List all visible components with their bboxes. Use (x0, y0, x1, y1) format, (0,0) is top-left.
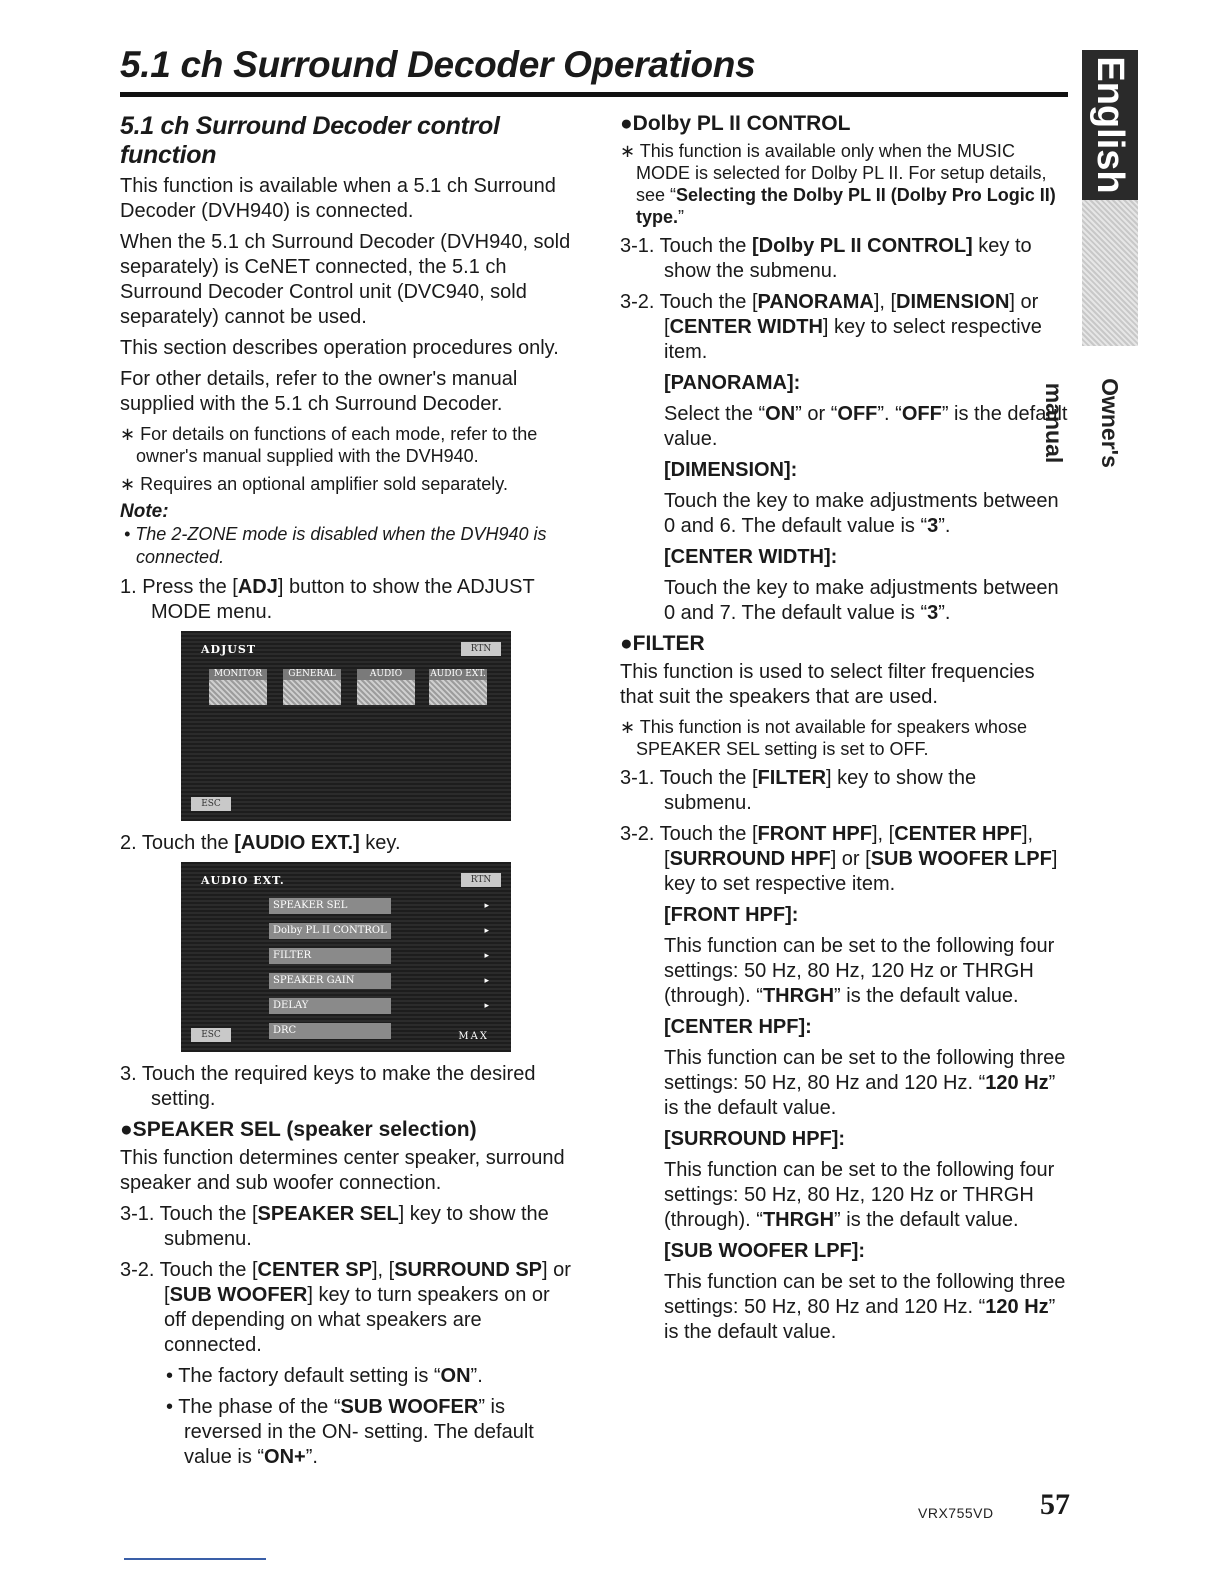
option-text-part: ” is the default value. (834, 985, 1019, 1007)
value-label: 120 Hz (985, 1072, 1049, 1094)
option-text-part: Select the “ (664, 403, 766, 425)
option-key-label: [SURROUND HPF]: (664, 1128, 846, 1150)
option-key-label: [DIMENSION]: (664, 459, 798, 481)
footnote-text: ∗ This function is available only when the MUSIC MODE is selected for Dolby PL II. For setup details, see “ (620, 141, 1047, 205)
step-text: Touch the (141, 832, 235, 854)
option-text-part: ” is the default value. (664, 1072, 1056, 1119)
filter-heading: ●FILTER (620, 632, 705, 655)
value-label: 120 Hz (985, 1296, 1049, 1318)
option-key-label: [SUB WOOFER LPF]: (664, 1240, 866, 1262)
value-label: SUB WOOFER (340, 1396, 479, 1418)
side-tab-language-label: English (1089, 56, 1131, 194)
option-text (664, 934, 1068, 1009)
paragraph: This function is used to select filter frequencies that suit the speakers that are used. (620, 661, 1035, 708)
key-label: CENTER SP (257, 1259, 372, 1281)
option-text-part: This function can be set to the following four settings: 50 Hz, 80 Hz, 120 Hz or THRGH (through). “ (664, 1159, 1055, 1231)
key-label: SUB WOOFER LPF (870, 848, 1052, 870)
bullet-text: • The phase of the “ (166, 1396, 341, 1418)
paragraph: For other details, refer to the owner's manual supplied with the 5.1 ch Surround Decoder. (120, 368, 518, 415)
option-text-part: ” is the default value. (664, 403, 1068, 450)
option-text (664, 1046, 1068, 1121)
step-3-2 (620, 290, 1068, 365)
step-text: ] or [ (830, 848, 871, 870)
note-heading: Note: (120, 501, 169, 522)
menu-item-drc[interactable]: DRC (269, 1023, 391, 1039)
step-number: 3-2. (620, 823, 655, 845)
step-number: 2. (120, 832, 137, 854)
step-text: ] or [ (664, 291, 1039, 338)
value-label: OFF (837, 403, 878, 425)
option-text-part: ” or “ (795, 403, 838, 425)
esc-button[interactable]: ESC (191, 797, 231, 811)
left-column (120, 112, 575, 1476)
icon-label: MONITOR (209, 669, 267, 680)
value-label: 3 (927, 602, 939, 624)
option-key-label: [CENTER HPF]: (664, 1016, 812, 1038)
step-text: ] button to show the ADJUST MODE menu. (151, 576, 535, 623)
step-3-1 (620, 234, 1068, 284)
step-number: 3-2. (620, 291, 655, 313)
audio-icon[interactable] (357, 669, 415, 705)
option-text-part: ”. “ (877, 403, 902, 425)
footnote: ∗ Requires an optional amplifier sold separately. (120, 474, 508, 494)
option-text-part: This function can be set to the following three settings: 50 Hz, 80 Hz and 120 Hz. “ (664, 1271, 1066, 1318)
step-text: Press the [ (142, 576, 238, 598)
value-label: ON (765, 403, 796, 425)
paragraph: This function determines center speaker, surround speaker and sub woofer connection. (120, 1147, 565, 1194)
paragraph: This function is available when a 5.1 ch Surround Decoder (DVH940) is connected. (120, 175, 556, 222)
step-text: Touch the [ (159, 1203, 258, 1225)
option-text (664, 402, 1068, 452)
option-key-label: [FRONT HPF]: (664, 904, 799, 926)
note-item: • The 2-ZONE mode is disabled when the DVH940 is connected. (124, 524, 547, 567)
right-column (620, 112, 1068, 1351)
dolby-pl-heading: ●Dolby PL II CONTROL (620, 112, 851, 135)
icon-label: AUDIO (357, 669, 415, 680)
monitor-icon[interactable] (209, 669, 267, 705)
key-label: [AUDIO EXT.] (234, 832, 360, 854)
option-text-part: This function can be set to the following four settings: 50 Hz, 80 Hz, 120 Hz or THRGH (through). “ (664, 935, 1055, 1007)
option-text-part: Touch the key to make adjustments between 0 and 7. The default value is “ (664, 577, 1059, 624)
key-label: SURROUND HPF (669, 848, 831, 870)
step-text: Touch the [ (159, 1259, 258, 1281)
key-label: [Dolby PL II CONTROL] (751, 235, 973, 257)
key-label: FILTER (757, 767, 827, 789)
drc-value: MAX (458, 1031, 489, 1042)
speaker-sel-heading: ●SPEAKER SEL (speaker selection) (120, 1118, 477, 1141)
option-text-part: ” is the default value. (664, 1296, 1056, 1343)
menu-item-speaker-gain[interactable]: SPEAKER GAIN (269, 973, 391, 989)
step-number: 3-1. (620, 767, 655, 789)
step-text: Touch the [ (659, 291, 758, 313)
step-text: ] key to show the submenu. (164, 1203, 549, 1250)
bullet-item (166, 1364, 575, 1389)
step-text: Touch the [ (659, 767, 758, 789)
audio-ext-screen (181, 862, 511, 1052)
step-number: 3-1. (120, 1203, 155, 1225)
page-number: 57 (1040, 1488, 1070, 1521)
reference-label: Selecting the Dolby PL II (Dolby Pro Logic II) type. (636, 185, 1056, 227)
option-key (664, 458, 1068, 483)
menu-item-dolby-pl-ii-control[interactable]: Dolby PL II CONTROL (269, 923, 391, 939)
step-3 (120, 1062, 575, 1112)
option-text-part: ”. (938, 602, 951, 624)
side-tab (1041, 50, 1138, 468)
chevron-right-icon: ▸ (484, 1000, 489, 1010)
side-tab-manual-label: Owner's manual (1041, 378, 1123, 468)
step-text: ] key to set respective item. (664, 848, 1058, 895)
chevron-right-icon: ▸ (484, 975, 489, 985)
step-text: ] or [ (164, 1259, 571, 1306)
option-key-label: [PANORAMA]: (664, 372, 801, 394)
key-label: ADJ (237, 576, 278, 598)
step-number: 3-2. (120, 1259, 155, 1281)
value-label: ON+ (264, 1446, 306, 1468)
page-title: 5.1 ch Surround Decoder Operations (120, 44, 756, 85)
footnote: ∗ This function is not available for speakers whose SPEAKER SEL setting is set to OFF. (620, 717, 1027, 759)
bullet-item (166, 1395, 575, 1470)
footnote-text: ” (678, 207, 685, 227)
side-tab-manual (1041, 200, 1138, 468)
screen-title: ADJUST (201, 643, 257, 656)
option-text-part: This function can be set to the following three settings: 50 Hz, 80 Hz and 120 Hz. “ (664, 1047, 1066, 1094)
option-key (664, 371, 1068, 396)
step-text: ], [ (371, 1259, 395, 1281)
step-3-1 (120, 1202, 575, 1252)
step-text: ], [ (873, 291, 897, 313)
option-key (664, 1127, 1068, 1152)
step-text: Touch the (659, 235, 752, 257)
option-text-part: ” is the default value. (834, 1209, 1019, 1231)
key-label: PANORAMA (757, 291, 874, 313)
adjust-screen (181, 631, 511, 821)
step-text: ] key to show the submenu. (664, 767, 977, 814)
option-key (664, 545, 1068, 570)
key-label: SUB WOOFER (169, 1284, 308, 1306)
icon-label: GENERAL (283, 669, 341, 680)
step-3-1 (620, 766, 1068, 816)
footnote: ∗ For details on functions of each mode, refer to the owner's manual supplied with the DVH940. (120, 424, 538, 466)
audio-ext-icon[interactable] (429, 669, 487, 705)
esc-button[interactable]: ESC (191, 1028, 231, 1042)
bullet-text: ”. (470, 1365, 483, 1387)
value-label: THRGH (762, 1209, 835, 1231)
option-key (664, 903, 1068, 928)
screen-title: AUDIO EXT. (201, 874, 285, 887)
option-text-part: Touch the key to make adjustments between 0 and 6. The default value is “ (664, 490, 1059, 537)
bullet-text: ”. (305, 1446, 318, 1468)
general-icon[interactable] (283, 669, 341, 705)
step-text: key to show the submenu. (664, 235, 1032, 282)
step-1 (120, 575, 575, 625)
step-text: ], [ (664, 823, 1034, 870)
paragraph: When the 5.1 ch Surround Decoder (DVH940, sold separately) is CeNET connected, the 5.1 ch Surround Decoder Control unit (DVC940, sold separately) cannot be used. (120, 231, 571, 328)
model-number: VRX755VD (918, 1505, 994, 1521)
step-number: 1. (120, 576, 137, 598)
chevron-right-icon: ▸ (484, 950, 489, 960)
title-rule (120, 92, 1068, 97)
step-number: 3-1. (620, 235, 655, 257)
rtn-button[interactable]: RTN (461, 642, 501, 656)
step-text: Touch the [ (659, 823, 758, 845)
side-tab-language (1082, 50, 1138, 200)
icon-label: AUDIO EXT. (430, 669, 486, 679)
menu-item-delay[interactable]: DELAY (269, 998, 391, 1014)
footer-rule (124, 1558, 266, 1560)
key-label: SPEAKER SEL (257, 1203, 399, 1225)
section-heading: 5.1 ch Surround Decoder control function (120, 112, 500, 169)
key-label: SURROUND SP (394, 1259, 543, 1281)
option-text (664, 576, 1068, 626)
bullet-text: • The factory default setting is “ (166, 1365, 441, 1387)
step-3-2 (120, 1258, 575, 1358)
step-text: ] key to select respective item. (664, 316, 1042, 363)
footnote (620, 140, 1068, 228)
option-key-label: [CENTER WIDTH]: (664, 546, 838, 568)
key-label: CENTER WIDTH (669, 316, 823, 338)
step-number: 3. (120, 1063, 137, 1085)
option-key (664, 1015, 1068, 1040)
step-text: Touch the required keys to make the desired setting. (141, 1063, 536, 1110)
step-text: key. (359, 832, 401, 854)
key-label: FRONT HPF (757, 823, 872, 845)
option-text-part: ”. (938, 515, 951, 537)
value-label: 3 (927, 515, 939, 537)
step-2 (120, 831, 575, 856)
option-key (664, 1239, 1068, 1264)
value-label: THRGH (762, 985, 835, 1007)
chevron-right-icon: ▸ (484, 925, 489, 935)
step-text: ] key to turn speakers on or off depending on what speakers are connected. (164, 1284, 550, 1356)
option-text (664, 1158, 1068, 1233)
paragraph: This section describes operation procedures only. (120, 337, 559, 359)
key-label: CENTER HPF (894, 823, 1022, 845)
menu-item-speaker-sel[interactable]: SPEAKER SEL (269, 898, 391, 914)
chevron-right-icon: ▸ (484, 900, 489, 910)
step-3-2 (620, 822, 1068, 897)
option-text (664, 1270, 1068, 1345)
step-text: ], [ (871, 823, 895, 845)
menu-item-filter[interactable]: FILTER (269, 948, 391, 964)
rtn-button[interactable]: RTN (461, 873, 501, 887)
bullet-text: ” is reversed in the ON- setting. The default value is “ (184, 1396, 534, 1468)
option-text (664, 489, 1068, 539)
key-label: DIMENSION (896, 291, 1010, 313)
value-label: ON (440, 1365, 471, 1387)
value-label: OFF (901, 403, 942, 425)
